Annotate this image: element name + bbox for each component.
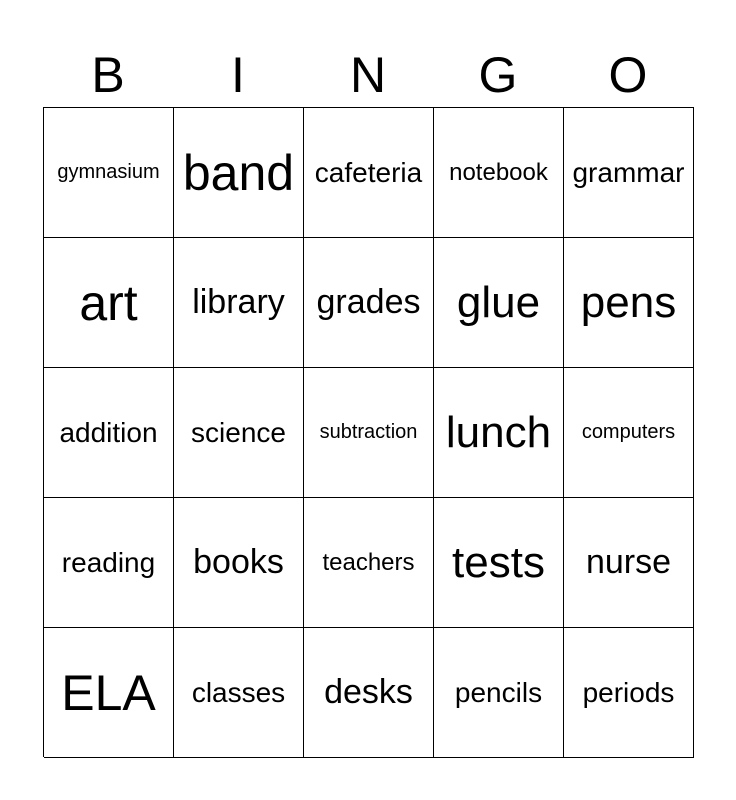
bingo-cell[interactable] [304, 368, 434, 498]
bingo-cell[interactable] [434, 498, 564, 628]
cell-word: pencils [454, 676, 543, 708]
bingo-cell[interactable] [174, 628, 304, 758]
header-letter-n: N [349, 47, 387, 103]
cell-word: science [191, 416, 286, 448]
cell-word: gymnasium [57, 161, 160, 183]
bingo-cell[interactable] [174, 108, 304, 238]
cell-word: books [193, 543, 284, 581]
bingo-cell[interactable] [44, 368, 174, 498]
cell-word: cafeteria [314, 156, 423, 188]
bingo-cell[interactable] [434, 108, 564, 238]
bingo-cell[interactable] [564, 368, 694, 498]
bingo-cell[interactable] [174, 498, 304, 628]
bingo-cell[interactable] [174, 238, 304, 368]
cell-word: band [182, 144, 295, 201]
cell-word: library [192, 283, 285, 321]
cell-word: classes [191, 676, 286, 708]
bingo-cell[interactable] [304, 628, 434, 758]
cell-word: subtraction [319, 421, 418, 443]
bingo-cell[interactable] [564, 238, 694, 368]
bingo-header [43, 44, 693, 106]
cell-word: teachers [322, 548, 415, 576]
cell-word: pens [580, 277, 677, 327]
cell-word: computers [581, 421, 676, 443]
cell-word: desks [324, 673, 413, 711]
bingo-cell[interactable] [174, 368, 304, 498]
bingo-cell[interactable] [564, 498, 694, 628]
cell-word: nurse [585, 543, 672, 581]
bingo-cell[interactable] [304, 108, 434, 238]
cell-word: grammar [572, 156, 685, 188]
header-letter-b: B [91, 47, 125, 103]
cell-word: ELA [61, 664, 156, 721]
cell-word: reading [61, 546, 156, 578]
bingo-cell[interactable] [304, 238, 434, 368]
bingo-board [43, 107, 694, 757]
cell-word: periods [582, 676, 675, 708]
bingo-cell[interactable] [44, 628, 174, 758]
bingo-cell[interactable] [434, 368, 564, 498]
bingo-cell[interactable] [44, 238, 174, 368]
bingo-cell[interactable] [304, 498, 434, 628]
bingo-cell[interactable] [44, 108, 174, 238]
bingo-cell[interactable] [564, 628, 694, 758]
cell-word: lunch [445, 407, 552, 457]
header-letter-o: O [608, 47, 648, 103]
header-letter-g: G [478, 47, 518, 103]
bingo-cell[interactable] [564, 108, 694, 238]
header-letter-i: I [231, 47, 245, 103]
cell-word: art [79, 274, 138, 331]
cell-word: glue [456, 277, 541, 327]
bingo-cell[interactable] [434, 238, 564, 368]
cell-word: notebook [449, 158, 548, 186]
cell-word: tests [452, 537, 545, 587]
bingo-cell[interactable] [434, 628, 564, 758]
cell-word: grades [316, 283, 421, 321]
bingo-cell[interactable] [44, 498, 174, 628]
cell-word: addition [59, 416, 158, 448]
